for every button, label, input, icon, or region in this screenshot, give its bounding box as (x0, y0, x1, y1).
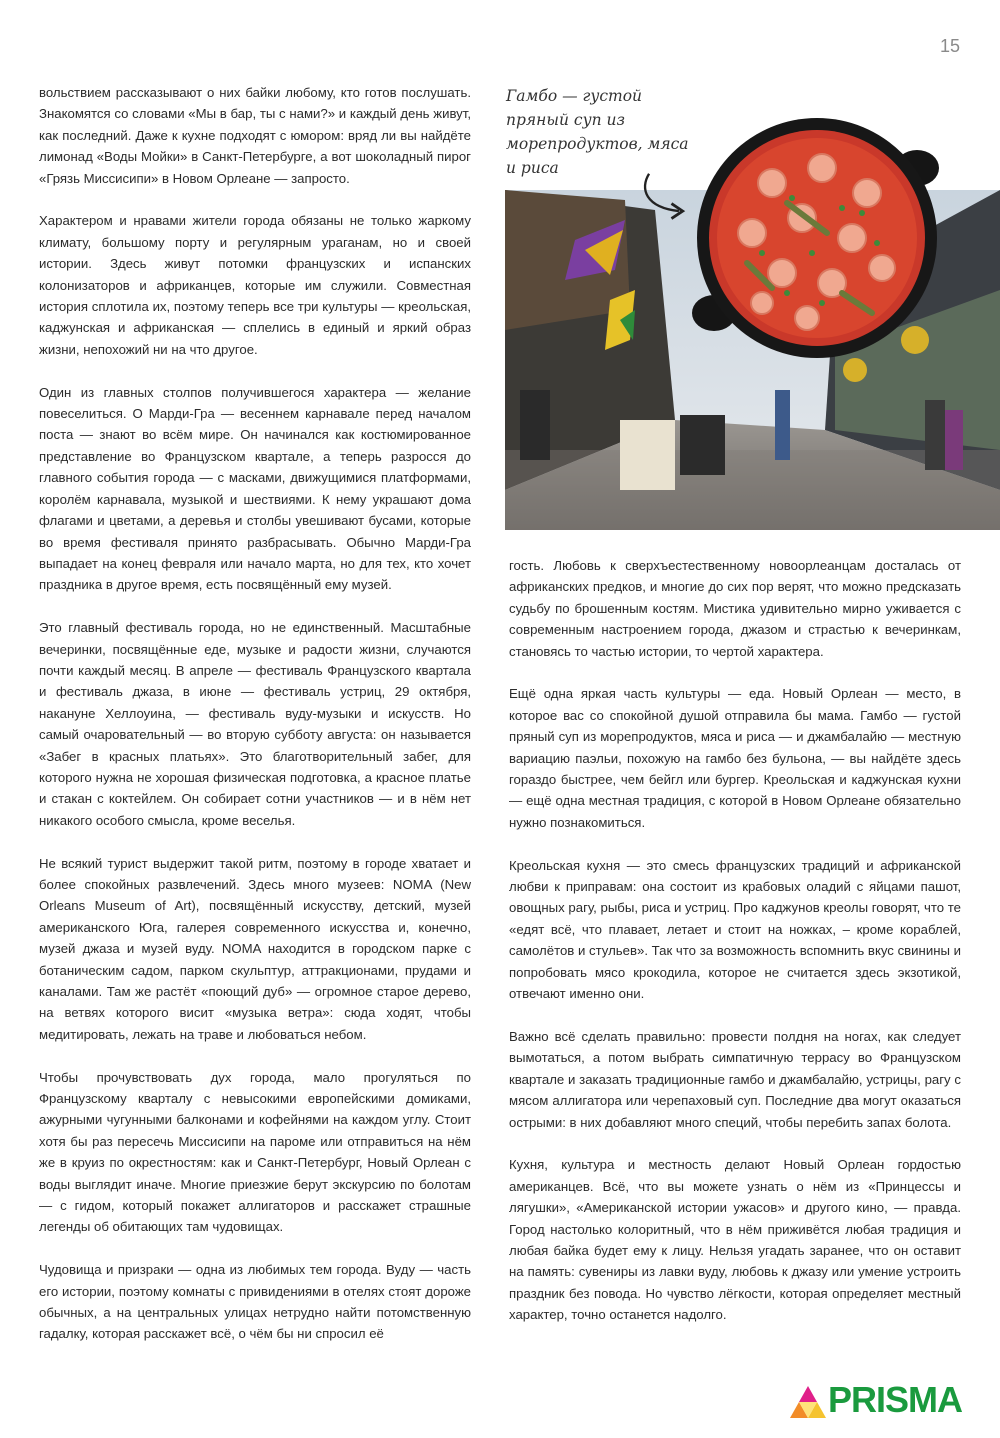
paragraph: Кухня, культура и местность делают Новый Орлеан гордостью американцев. Всё, что вы можете узнать о нём из «Принцессы и лягушки», «Американской истории ужасов» и другого кино, — правда. Город настолько колоритный, что в нём приживётся любая традиция и любая байка будет ему к лицу. Нельзя угадать заранее, что он оставит на память: сувениры из лавки вуду, любовь к джазу или умение устроить праздник без повода. Но чувство лёгкости, которая определяет местный характер, точно останется надолго. (509, 1157, 961, 1323)
paragraph: Чтобы прочувствовать дух города, мало прогуляться по Французскому кварталу с невысокими европейскими домиками, ажурными чугунными балконами и кофейнями на каждом углу. Стоит хотя бы раз пересечь Миссисипи на пароме или отправиться на нём же в круиз по окрестностям: как и Санкт-Петербург, Новый Орлеан с воды выглядит иначе. Многие приезжие берут экскурсию по болотам — с гидом, который покажет аллигаторов и расскажет страшные легенды об обитающих там чудовищах. (39, 1069, 471, 1235)
paragraph: Ещё одна яркая часть культуры — еда. Новый Орлеан — место, в которое вас со спокойной душой отправила бы мама. Гамбо — густой пряный суп из морепродуктов, мяса и риса — и джамбалайю — местную вариацию паэльи, похожую на гамбо без бульона, — вы найдёте здесь гораздо быстрее, чем бейгл или бургер. Креольская и каджунская кухни — ещё одна местная традиция, с которой в Новом Орлеане обязательно нужно познакомиться. (509, 686, 961, 830)
prisma-logo (790, 1379, 965, 1424)
paragraph: Характером и нравами жители города обязаны не только жаркому климату, большому порту и регулярным ураганам, но и своей истории. Здесь живут потомки французских и испанских колонизаторов и африканцев, которые им служили. Совместная история сплотила их, поэтому теперь все три культуры — креольская, каджунская и африканская — сплелись в единый и яркий образ жизни, непохожий ни на что другое. (39, 213, 471, 357)
gumbo-pot-image (692, 113, 942, 363)
paragraph: вольствием рассказывают о них байки любому, кто готов послушать. Знакомятся со словами «Мы в бар, ты с нами?» и каждый день живут, как последний. Даже к кухне подходят с юмором: вряд ли вы найдёте лимонад «Воды Мойки» в Санкт-Петербурге, а вот шоколадный пирог «Грязь Миссисипи» в Новом Орлеане — запросто. (39, 85, 471, 186)
paragraph: Чудовища и призраки — одна из любимых тем города. Вуду — часть его истории, поэтому комнаты с привидениями в отелях стоят дороже обычных, а на центральных улицах нетрудно найти потомственную гадалку, которая расскажет всё, о чём бы ни спросил её (39, 1262, 471, 1342)
prisma-triangle-icon (790, 1386, 826, 1420)
left-column (39, 82, 471, 1345)
page-number: 15 (939, 36, 960, 56)
paragraph: Важно всё сделать правильно: провести полдня на ногах, как следует вымотаться, а потом выбрать симпатичную террасу во Французском квартале и заказать традиционные гамбо и джамбалайю, устрицы, рагу с мясом аллигатора или черепаховый суп. Последние два могут оказаться острыми: в них добавляют много специй, чтобы перебить запах болота. (509, 1028, 961, 1130)
right-column (509, 555, 961, 1326)
paragraph: Креольская кухня — это смесь французских традиций и африканской любви к приправам: она состоит из крабовых оладий с яйцами пашот, овощных рагу, рыбы, риса и устриц. Про каджунов креолы говорят, что те «едят всё, что плавает, летает и стоит на ножках, – кроме кораблей, самолётов и стульев». Так что за возможность вспомнить вкус свинины и попробовать мясо крокодила, которое не считается здесь экзотикой, отвечают именно они. (509, 857, 961, 1002)
paragraph: Это главный фестиваль города, но не единственный. Масштабные вечеринки, посвящённые еде, музыке и радости жизни, случаются почти каждый месяц. В апреле — фестиваль Французского квартала и фестиваль джаза, в июне — фестиваль устриц, 29 октября, накануне Хеллоуина, — фестиваль вуду-музыки и искусств. Но самый очаровательный — во вторую субботу августа: он называется «Забег в красных платьях». Это благотворительный забег, для которого нужна не хорошая физическая подготовка, а красное платье и стакан с коктейлем. Он собирает сотни участников — и в нём нет никакого особого смысла, кроме веселья. (39, 620, 471, 828)
photo-caption: Гамбо — густой пряный суп из морепродуктов, мяса и риса (506, 87, 689, 177)
paragraph: гость. Любовь к сверхъестественному новоорлеанцам досталась от африканских предков, и многие до сих пор верят, что можно предсказать судьбу по брошенным костям. Мистика удивительно мирно уживается с современным настроением города, джазом и страстью к вечеринкам, становясь то частью истории, то чертой характера. (509, 558, 961, 659)
paragraph: Один из главных столпов получившегося характера — желание повеселиться. О Марди-Гра — весеннем карнавале перед началом поста — знают во всём мире. Он начинался как костюмированное представление во Французском квартале, а теперь разросся до главного события города — с масками, движущимися платформами, королём карнавала, музыкой и шествиями. К нему украшают дома флагами и цветами, а деревья и столбы увешивают бусами, которые во время фестиваля принято разбрасывать. Обычно Марди-Гра выпадает на конец февраля или начало марта, но для тех, кто хочет праздника в другое время, есть посвящённый ему музей. (39, 384, 471, 593)
gumbo-illustration (692, 113, 942, 363)
logo-text: PRISMA (828, 1379, 963, 1420)
paragraph: Не всякий турист выдержит такой ритм, поэтому в городе хватает и более спокойных развлечений. Здесь много музеев: NOMA (New Orleans Museum of Art), посвящённый искусству, детский, музей американского Юга, галерея современного искусства и, конечно, музей джаза и музей вуду. NOMA находится в городском парке с ботаническим садом, парком скульптур, аттракционами, прудами и каналами. Там же растёт «поющий дуб» — огромное старое дерево, на ветвях которого висит «музыка ветра»: сюда ходят, чтобы медитировать, лежать на траве и любоваться небом. (39, 855, 471, 1042)
